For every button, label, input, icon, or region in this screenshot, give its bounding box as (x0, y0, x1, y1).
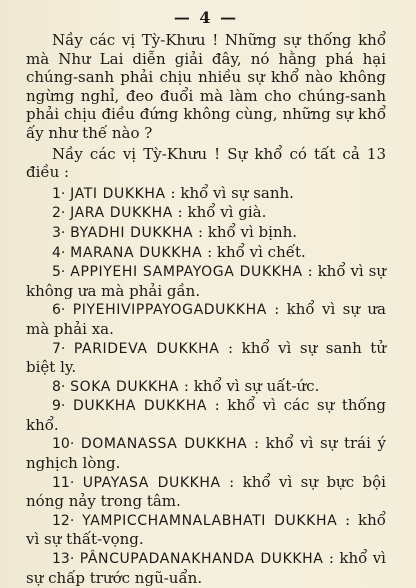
item-number: 7· (52, 340, 66, 357)
summary-line: Nầy các vị Tỳ-Khưu ! Sự khổ có tất cả 13 điều : (26, 144, 386, 182)
item-number: 2· (52, 205, 66, 222)
item-number: 8· (52, 378, 66, 395)
item-term: APPIYEHI SAMPAYOGA DUKKHA (70, 264, 303, 281)
dukkha-list (26, 184, 386, 587)
item-term: JATI DUKKHA (70, 185, 166, 202)
list-item (26, 511, 386, 549)
item-term: SOKA DUKKHA (70, 378, 180, 395)
list-item (26, 262, 386, 300)
list-item (26, 434, 386, 472)
item-meaning: : khổ vì sự thất-vọng. (26, 510, 386, 549)
list-item (26, 396, 386, 434)
item-meaning: : khổ vì sự không ưa mà phải gần. (26, 262, 386, 300)
item-term: BYADHI DUKKHA (70, 224, 194, 241)
item-term: PÂNCUPADANAKHANDA DUKKHA (79, 551, 324, 568)
item-term: UPAYASA DUKKHA (82, 474, 221, 491)
item-number: 4· (52, 244, 66, 261)
list-item (26, 223, 386, 243)
item-meaning: : khổ vì sự uất-ức. (183, 376, 320, 395)
list-item (26, 377, 386, 397)
list-item (26, 473, 386, 511)
list-item (26, 203, 386, 223)
item-term: JARA DUKKHA (70, 205, 173, 222)
item-number: 5· (52, 264, 66, 281)
item-term: DUKKHA DUKKHA (72, 398, 208, 415)
list-item (26, 243, 386, 263)
item-number: 6· (52, 302, 66, 319)
item-meaning: : khổ vì sự bực bội nóng nảy trong tâm. (26, 472, 386, 511)
intro-paragraph: Nầy các vị Tỳ-Khưu ! Những sự thống khổ mà Như Lai diễn giải đây, nó hằng phá hại chúng-sanh phải chịu nhiều sự khổ nào không ngừng nghỉ, đeo đuổi mà làm cho chúng-sanh phải chịu điều đứng không cùng, những sự khổ ấy như thế nào ? (26, 31, 386, 142)
list-item (26, 184, 386, 204)
item-meaning: : khổ vì sự sanh. (170, 183, 294, 202)
item-meaning: : khổ vì sự chấp trước ngũ-uẩn. (26, 549, 386, 587)
item-meaning: : khổ vì già. (177, 203, 267, 222)
item-number: 3· (52, 224, 66, 241)
item-meaning: : khổ vì các sự thống khổ. (26, 396, 386, 434)
item-term: PARIDEVA DUKKHA (73, 340, 220, 357)
item-number: 10· (52, 436, 75, 453)
list-item (26, 339, 386, 377)
item-meaning: : khổ vì sự ưa mà phải xa. (26, 300, 386, 338)
item-number: 13· (52, 551, 75, 568)
item-number: 9· (52, 398, 66, 415)
page-number: — 4 — (173, 8, 239, 27)
item-number: 11· (52, 474, 75, 491)
list-item (26, 300, 386, 338)
item-meaning: : khổ vì sự trái ý nghịch lòng. (26, 434, 386, 473)
item-term: PIYEHIVIPPAYOGADUKKHA (72, 302, 267, 319)
item-number: 1· (52, 185, 66, 202)
item-term: YAMPICCHAMNALABHATI DUKKHA (82, 512, 338, 529)
item-number: 12· (52, 512, 75, 529)
list-item (26, 549, 386, 587)
item-term: MARANA DUKKHA (70, 244, 203, 261)
item-meaning: : khổ vì bịnh. (197, 222, 298, 241)
item-meaning: : khổ vì chết. (207, 242, 306, 261)
item-term: DOMANASSA DUKKHA (80, 436, 248, 453)
item-meaning: : khổ vì sự sanh tử biệt ly. (26, 338, 386, 377)
